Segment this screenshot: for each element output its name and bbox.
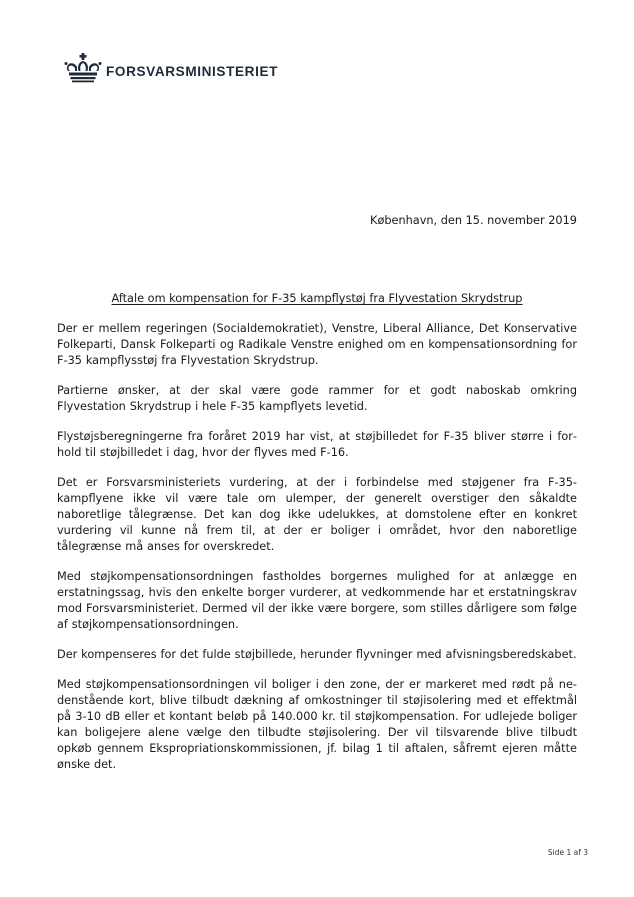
date-line: København, den 15. november 2019 [370,214,577,227]
paragraph: Flystøjsberegningerne fra foråret 2019 har vist, at støjbilledet for F-35 bliver større i forhold til støjbilledet i dag, hvor der flyves med F-16. [57,430,577,459]
page-number: Side 1 af 3 [547,848,588,857]
organization-name: FORSVARSMINISTERIET [106,63,279,79]
paragraph: Partierne ønsker, at der skal være gode rammer for et godt naboskab omkring Flyvestation Skrydstrup i hele F-35 kampflyets levetid. [57,384,577,413]
ministry-logo [64,53,278,83]
document-body [57,321,577,787]
document-title: Aftale om kompensation for F-35 kampflystøj fra Flyvestation Skrydstrup [111,292,523,305]
paragraph: Der er mellem regeringen (Socialdemokratiet), Venstre, Liberal Alliance, Det Konservative Folkeparti, Dansk Folkeparti og Radikale Venstre enighed om en kompensationsordning for F-35 kampflysstøj fra Flyvestation Skrydstrup. [57,322,577,367]
crown-icon [64,53,102,83]
paragraph: Der kompenseres for det fulde støjbillede, herunder flyvninger med afvisningsberedskabet. [57,648,577,661]
paragraph: Med støjkompensationsordningen vil boliger i den zone, der er markeret med rødt på nedenstående kort, blive tilbudt dækning af omkostninger til støjisolering med et effektmål på 3-10 dB eller et kontant beløb på 140.000 kr. til støjkompensation. For udlejede boliger kan boligejere alene vælge den tilbudte støjisolering. Der vil tilsvarende blive tilbudt opkøb gennem Ekspropriationskommissionen, jf. bilag 1 til aftalen, såfremt ejeren måtte ønske det. [57,678,577,771]
paragraph: Det er Forsvarsministeriets vurdering, at der i forbindelse med støjgener fra F-35-kampflyene ikke vil være tale om ulemper, der generelt overstiger den såkaldte naboretlige tålegrænse. Det kan dog ikke udelukkes, at domstolene efter en konkret vurdering vil kunne nå frem til, at der er boliger i området, hvor den naboretlige tålegrænse må anses for overskredet. [57,476,577,553]
paragraph: Med støjkompensationsordningen fastholdes borgernes mulighed for at anlægge en erstatningssag, hvis den enkelte borger vurderer, at vedkommende har et erstatningskrav mod Forsvarsministeriet. Dermed vil der ikke være borgere, som stilles dårligere som følge af støjkompensationsordningen. [57,570,577,631]
